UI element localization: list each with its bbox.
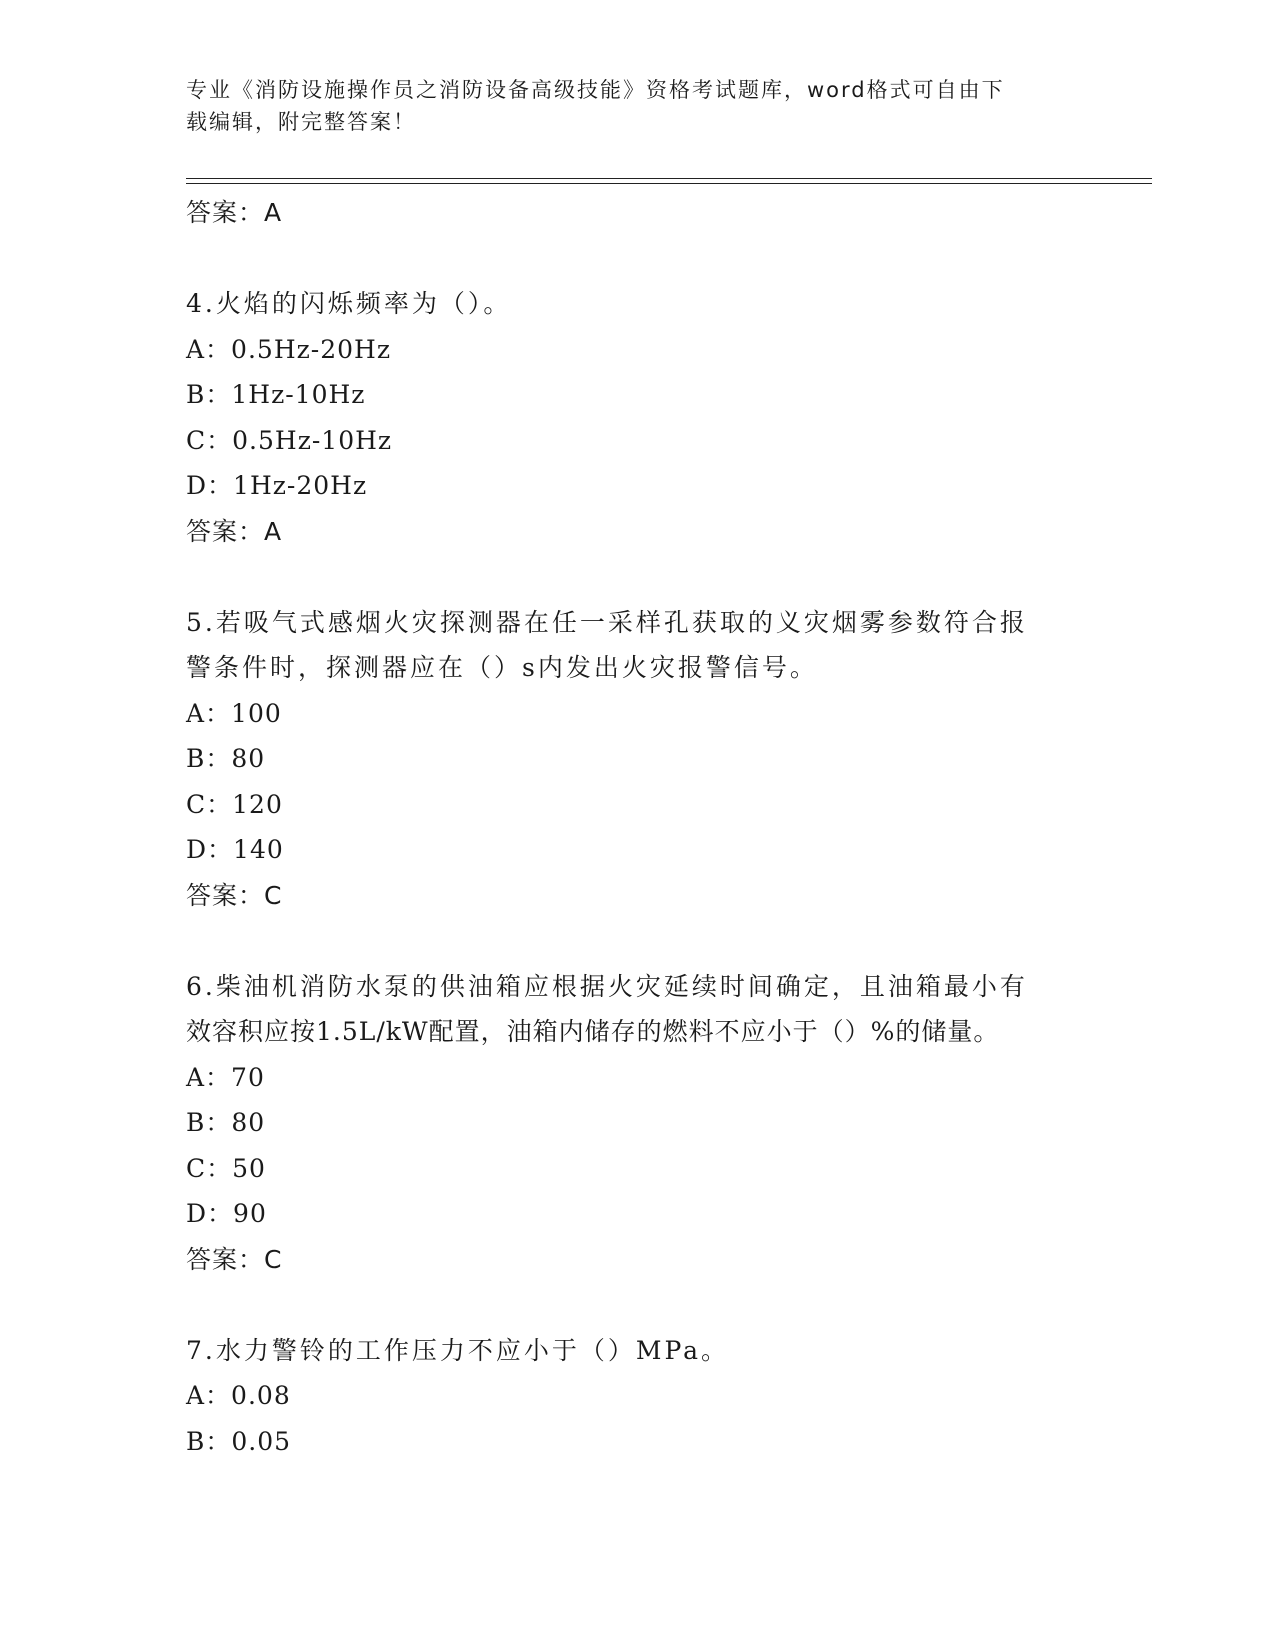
stem-line: 5.若吸气式感烟火灾探测器在任一采样孔获取的义灾烟雾参数符合报	[186, 607, 1028, 637]
option-c: C：50	[186, 1153, 266, 1183]
option-a: A：0.08	[186, 1381, 291, 1410]
question-4	[186, 281, 1086, 554]
question-list	[186, 190, 1086, 1464]
option-b: B：1Hz-10Hz	[186, 380, 366, 409]
question-6	[186, 964, 1086, 1282]
header-line-2: 载编辑，附完整答案！	[186, 110, 416, 134]
answer: 答案：C	[186, 1244, 283, 1274]
question-7	[186, 1328, 1086, 1465]
header-line-1: 专业《消防设施操作员之消防设备高级技能》资格考试题库，word格式可自由下	[186, 78, 1005, 102]
option-b: B：0.05	[186, 1426, 292, 1456]
answer: 答案：A	[186, 516, 283, 546]
stem-line: 效容积应按1.5L/kW配置，油箱内储存的燃料不应小于（）%的储量。	[186, 1017, 1000, 1046]
option-c: C：0.5Hz-10Hz	[186, 425, 393, 455]
header-divider-top	[186, 178, 1152, 179]
stem-line: 6.柴油机消防水泵的供油箱应根据火灾延续时间确定，且油箱最小有	[186, 971, 1028, 1001]
option-a: A：100	[186, 698, 282, 728]
previous-answer: 答案：A	[186, 198, 283, 227]
option-d: D：90	[186, 1199, 267, 1228]
option-a: A：70	[186, 1062, 265, 1092]
option-b: B：80	[186, 1108, 266, 1137]
question-5	[186, 600, 1086, 918]
stem-line: 4.火焰的闪烁频率为（）。	[186, 289, 512, 318]
question-stem	[186, 600, 1086, 691]
question-stem	[186, 964, 1086, 1055]
option-a: A：0.5Hz-20Hz	[186, 334, 392, 364]
question-stem	[186, 1328, 1086, 1374]
stem-line: 7.水力警铃的工作压力不应小于（）MPa。	[186, 1335, 730, 1365]
question-stem	[186, 281, 1086, 327]
option-c: C：120	[186, 789, 283, 819]
option-b: B：80	[186, 744, 266, 773]
option-d: D：1Hz-20Hz	[186, 471, 368, 500]
document-header	[186, 74, 1066, 138]
answer: 答案：C	[186, 880, 283, 910]
option-d: D：140	[186, 835, 284, 864]
header-divider-bottom	[186, 183, 1152, 184]
stem-line: 警条件时，探测器应在（）s内发出火灾报警信号。	[186, 653, 818, 682]
